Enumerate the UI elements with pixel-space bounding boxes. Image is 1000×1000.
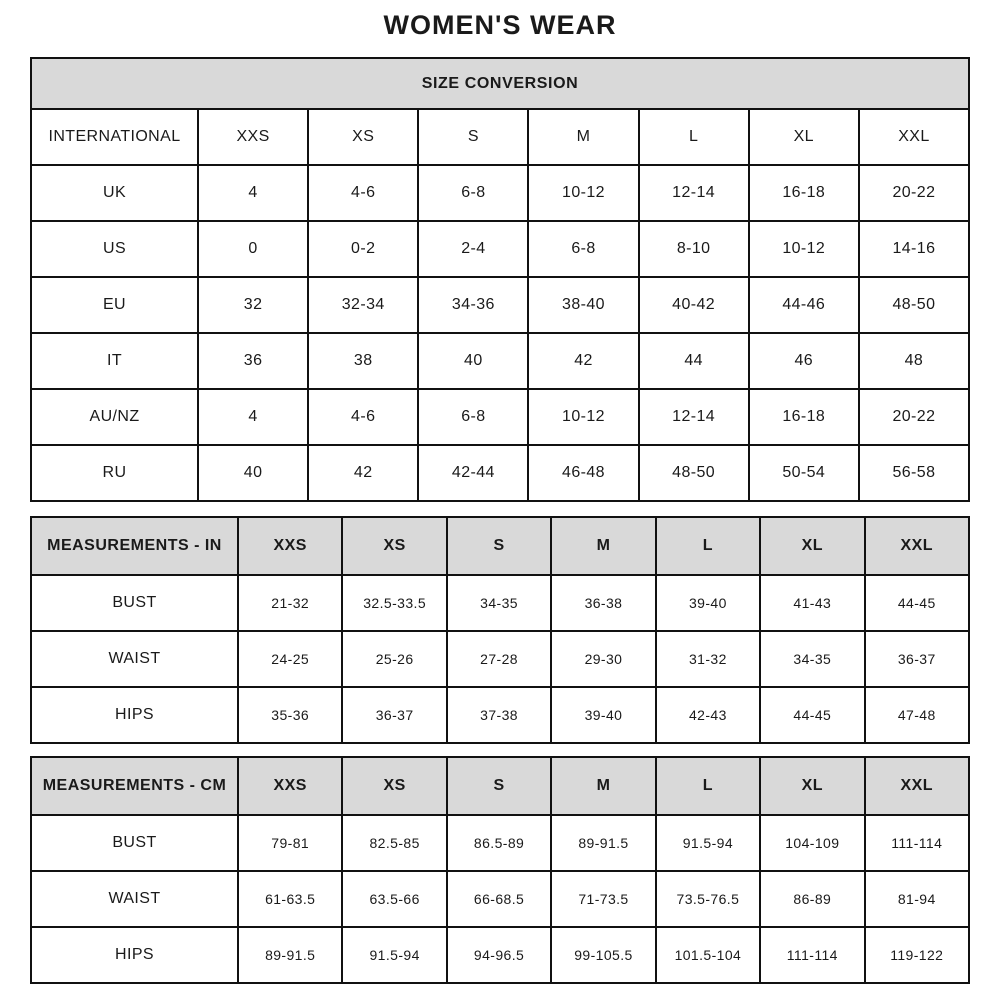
size-header-cell: XL <box>749 109 859 165</box>
measurements-in-table <box>30 516 970 744</box>
measurements-cm-header-row <box>31 757 969 815</box>
measurement-value-cell: 91.5-94 <box>656 815 760 871</box>
measurement-value-cell: 21-32 <box>238 575 342 631</box>
size-header-cell: M <box>551 757 655 815</box>
table-row <box>31 815 969 871</box>
measurements-cm-table <box>30 756 970 984</box>
size-header-cell: S <box>447 517 551 575</box>
tables-container <box>30 57 970 984</box>
size-header-cell: XL <box>760 517 864 575</box>
measurement-value-cell: 86-89 <box>760 871 864 927</box>
measurement-value-cell: 34-35 <box>447 575 551 631</box>
table-row <box>31 927 969 983</box>
measurement-value-cell: 44-45 <box>865 575 969 631</box>
measurements-cm-header: MEASUREMENTS - CM <box>31 757 238 815</box>
size-value-cell: 20-22 <box>859 165 969 221</box>
size-conversion-header: SIZE CONVERSION <box>31 58 969 109</box>
measurement-value-cell: 39-40 <box>656 575 760 631</box>
size-value-cell: 0-2 <box>308 221 418 277</box>
measurements-cm-body <box>31 815 969 983</box>
size-value-cell: 44 <box>639 333 749 389</box>
region-label: IT <box>31 333 198 389</box>
measurement-label: HIPS <box>31 687 238 743</box>
size-header-cell: XXS <box>238 757 342 815</box>
size-header-cell: XXL <box>865 757 969 815</box>
size-value-cell: 40-42 <box>639 277 749 333</box>
size-value-cell: 46 <box>749 333 859 389</box>
measurement-value-cell: 25-26 <box>342 631 446 687</box>
measurements-in-header: MEASUREMENTS - IN <box>31 517 238 575</box>
measurement-value-cell: 37-38 <box>447 687 551 743</box>
size-value-cell: 48-50 <box>859 277 969 333</box>
size-value-cell: 16-18 <box>749 389 859 445</box>
measurement-value-cell: 111-114 <box>760 927 864 983</box>
size-value-cell: 16-18 <box>749 165 859 221</box>
size-header-cell: L <box>639 109 749 165</box>
measurement-value-cell: 111-114 <box>865 815 969 871</box>
size-value-cell: 6-8 <box>528 221 638 277</box>
size-header-cell: XXL <box>865 517 969 575</box>
measurement-value-cell: 79-81 <box>238 815 342 871</box>
size-value-cell: 12-14 <box>639 389 749 445</box>
measurement-value-cell: 82.5-85 <box>342 815 446 871</box>
size-header-cell: M <box>551 517 655 575</box>
size-value-cell: 4 <box>198 165 308 221</box>
table-row <box>31 389 969 445</box>
size-header-cell: XS <box>342 757 446 815</box>
size-value-cell: 40 <box>198 445 308 501</box>
size-header-cell: XL <box>760 757 864 815</box>
size-value-cell: 4-6 <box>308 389 418 445</box>
table-row <box>31 575 969 631</box>
size-value-cell: 42 <box>308 445 418 501</box>
size-header-cell: L <box>656 757 760 815</box>
size-header-cell: S <box>418 109 528 165</box>
measurement-value-cell: 104-109 <box>760 815 864 871</box>
size-conversion-body <box>31 165 969 501</box>
measurement-value-cell: 44-45 <box>760 687 864 743</box>
international-sizes-row <box>31 109 969 165</box>
measurement-value-cell: 89-91.5 <box>238 927 342 983</box>
measurement-value-cell: 66-68.5 <box>447 871 551 927</box>
table-row <box>31 631 969 687</box>
size-value-cell: 8-10 <box>639 221 749 277</box>
measurement-label: BUST <box>31 575 238 631</box>
size-conversion-header-row <box>31 58 969 109</box>
size-value-cell: 36 <box>198 333 308 389</box>
measurement-value-cell: 119-122 <box>865 927 969 983</box>
table-row <box>31 165 969 221</box>
size-value-cell: 14-16 <box>859 221 969 277</box>
region-label: EU <box>31 277 198 333</box>
region-label: US <box>31 221 198 277</box>
measurement-value-cell: 36-37 <box>865 631 969 687</box>
size-value-cell: 44-46 <box>749 277 859 333</box>
measurement-value-cell: 42-43 <box>656 687 760 743</box>
size-value-cell: 6-8 <box>418 389 528 445</box>
measurement-value-cell: 36-38 <box>551 575 655 631</box>
size-value-cell: 4-6 <box>308 165 418 221</box>
measurement-value-cell: 99-105.5 <box>551 927 655 983</box>
size-value-cell: 0 <box>198 221 308 277</box>
size-value-cell: 10-12 <box>749 221 859 277</box>
size-value-cell: 46-48 <box>528 445 638 501</box>
size-value-cell: 10-12 <box>528 389 638 445</box>
region-label: RU <box>31 445 198 501</box>
measurement-label: HIPS <box>31 927 238 983</box>
size-header-cell: XS <box>308 109 418 165</box>
measurement-value-cell: 36-37 <box>342 687 446 743</box>
measurement-value-cell: 24-25 <box>238 631 342 687</box>
page-title: WOMEN'S WEAR <box>383 10 617 40</box>
size-value-cell: 48 <box>859 333 969 389</box>
size-conversion-table <box>30 57 970 502</box>
measurement-value-cell: 35-36 <box>238 687 342 743</box>
measurement-value-cell: 27-28 <box>447 631 551 687</box>
table-row <box>31 333 969 389</box>
table-row <box>31 445 969 501</box>
table-row <box>31 221 969 277</box>
size-value-cell: 48-50 <box>639 445 749 501</box>
size-value-cell: 10-12 <box>528 165 638 221</box>
measurement-value-cell: 39-40 <box>551 687 655 743</box>
measurement-value-cell: 41-43 <box>760 575 864 631</box>
size-value-cell: 34-36 <box>418 277 528 333</box>
size-header-cell: XXS <box>198 109 308 165</box>
size-header-cell: L <box>656 517 760 575</box>
size-value-cell: 6-8 <box>418 165 528 221</box>
measurement-value-cell: 31-32 <box>656 631 760 687</box>
measurement-value-cell: 71-73.5 <box>551 871 655 927</box>
size-value-cell: 50-54 <box>749 445 859 501</box>
size-header-cell: M <box>528 109 638 165</box>
size-value-cell: 40 <box>418 333 528 389</box>
measurement-label: WAIST <box>31 631 238 687</box>
size-value-cell: 32 <box>198 277 308 333</box>
measurement-value-cell: 61-63.5 <box>238 871 342 927</box>
measurement-value-cell: 32.5-33.5 <box>342 575 446 631</box>
size-header-cell: XXS <box>238 517 342 575</box>
measurement-value-cell: 89-91.5 <box>551 815 655 871</box>
measurement-value-cell: 29-30 <box>551 631 655 687</box>
table-row <box>31 871 969 927</box>
table-row <box>31 277 969 333</box>
measurement-value-cell: 73.5-76.5 <box>656 871 760 927</box>
measurements-in-header-row <box>31 517 969 575</box>
table-row <box>31 687 969 743</box>
measurement-label: WAIST <box>31 871 238 927</box>
size-value-cell: 42-44 <box>418 445 528 501</box>
size-value-cell: 12-14 <box>639 165 749 221</box>
measurement-value-cell: 91.5-94 <box>342 927 446 983</box>
measurement-value-cell: 101.5-104 <box>656 927 760 983</box>
international-label: INTERNATIONAL <box>31 109 198 165</box>
measurements-in-body <box>31 575 969 743</box>
size-header-cell: S <box>447 757 551 815</box>
size-value-cell: 20-22 <box>859 389 969 445</box>
measurement-value-cell: 86.5-89 <box>447 815 551 871</box>
size-value-cell: 38 <box>308 333 418 389</box>
region-label: AU/NZ <box>31 389 198 445</box>
size-value-cell: 56-58 <box>859 445 969 501</box>
region-label: UK <box>31 165 198 221</box>
size-value-cell: 2-4 <box>418 221 528 277</box>
size-header-cell: XXL <box>859 109 969 165</box>
size-value-cell: 4 <box>198 389 308 445</box>
measurement-value-cell: 34-35 <box>760 631 864 687</box>
size-value-cell: 38-40 <box>528 277 638 333</box>
size-value-cell: 42 <box>528 333 638 389</box>
measurement-value-cell: 47-48 <box>865 687 969 743</box>
size-value-cell: 32-34 <box>308 277 418 333</box>
size-header-cell: XS <box>342 517 446 575</box>
measurement-label: BUST <box>31 815 238 871</box>
measurement-value-cell: 94-96.5 <box>447 927 551 983</box>
measurement-value-cell: 81-94 <box>865 871 969 927</box>
measurement-value-cell: 63.5-66 <box>342 871 446 927</box>
